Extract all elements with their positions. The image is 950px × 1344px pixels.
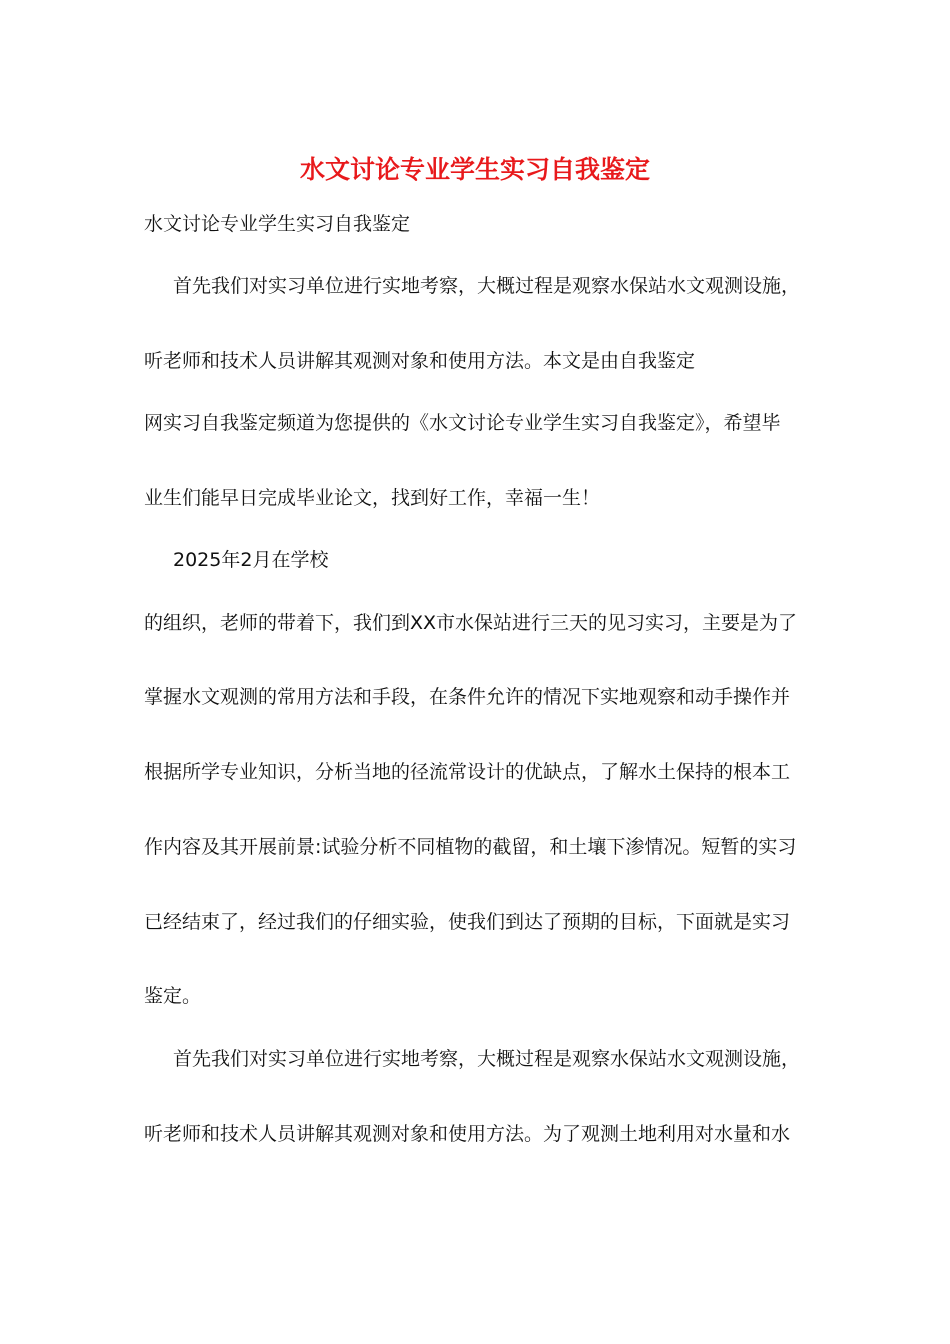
paragraph-line: 鉴定。 [144, 985, 202, 1007]
document-title: 水文讨论专业学生实习自我鉴定 [299, 155, 650, 184]
paragraph-line: 首先我们对实习单位进行实地考察，大概过程是观察水保站水文观测设施， [173, 275, 801, 297]
paragraph-line: 已经结束了，经过我们的仔细实验，使我们到达了预期的目标，下面就是实习 [144, 911, 791, 933]
paragraph-line: 作内容及其开展前景:试验分析不同植物的截留，和土壤下渗情况。短暂的实习 [144, 836, 797, 858]
paragraph-line: 根据所学专业知识，分析当地的径流常设计的优缺点，了解水土保持的根本工 [144, 761, 791, 783]
paragraph-line: 网实习自我鉴定频道为您提供的《水文讨论专业学生实习自我鉴定》，希望毕 [144, 412, 781, 434]
paragraph-line: 的组织，老师的带着下，我们到XX市水保站进行三天的见习实习，主要是为了 [144, 612, 798, 634]
paragraph-line: 2025年2月在学校 [173, 549, 329, 571]
paragraph-line: 业生们能早日完成毕业论文，找到好工作，幸福一生！ [144, 487, 601, 509]
paragraph-line: 首先我们对实习单位进行实地考察，大概过程是观察水保站水文观测设施， [173, 1048, 801, 1070]
subtitle-line: 水文讨论专业学生实习自我鉴定 [144, 213, 411, 235]
paragraph-line: 听老师和技术人员讲解其观测对象和使用方法。本文是由自我鉴定 [144, 350, 696, 372]
paragraph-line: 掌握水文观测的常用方法和手段，在条件允许的情况下实地观察和动手操作并 [144, 686, 791, 708]
paragraph-line: 听老师和技术人员讲解其观测对象和使用方法。为了观测土地利用对水量和水 [144, 1123, 791, 1145]
